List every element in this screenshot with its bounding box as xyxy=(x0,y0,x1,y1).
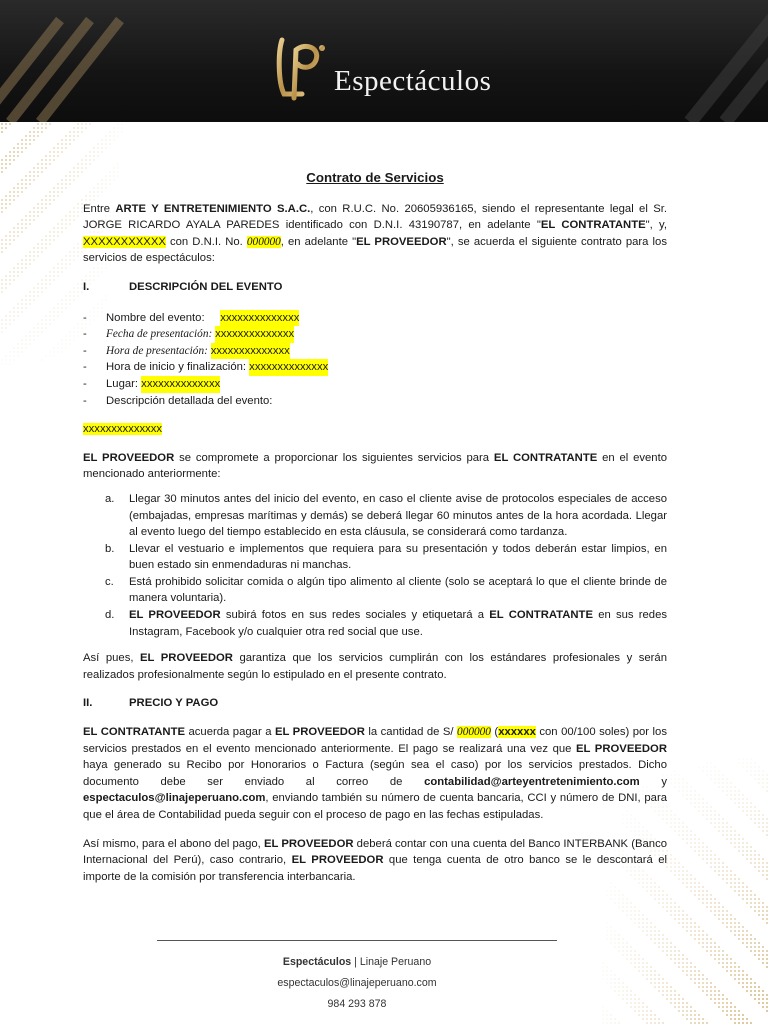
list-item: - Lugar: xxxxxxxxxxxxxx xyxy=(83,376,667,393)
amount-placeholder: 000000 xyxy=(457,726,491,739)
section-heading-payment: II. PRECIO Y PAGO xyxy=(83,697,219,710)
list-item: c. Está prohibido solicitar comida o algún tipo alimento al cliente (solo se aceptará lo que el cliente brinde de manera voluntaria). xyxy=(105,575,667,605)
description-value: xxxxxxxxxxxxxx xyxy=(83,423,163,436)
list-item: - Descripción detallada del evento: xyxy=(83,394,273,407)
provider-name-placeholder: XXXXXXXXXXX xyxy=(83,235,166,248)
footer-divider xyxy=(157,940,557,941)
list-item: - Hora de inicio y finalización: xxxxxxxxxxxxxx xyxy=(83,359,667,376)
page-footer xyxy=(157,952,557,1015)
footer-brand-line: Espectáculos | Linaje Peruano xyxy=(282,956,432,968)
page-header xyxy=(0,0,768,122)
list-item: a. Llegar 30 minutos antes del inicio del evento, en caso el cliente avise de protocolos especiales de acceso (embajadas, empresas marítimas y demás) se deberá llegar 60 minutos antes de la hora acordada. Llegar al evento luego del tiempo establecido en esta cláusula, se considerará como tardanza. xyxy=(105,492,667,539)
list-item: - Hora de presentación: xxxxxxxxxxxxxx xyxy=(83,343,667,360)
services-list xyxy=(83,491,667,640)
payment-paragraph: EL CONTRATANTE acuerda pagar a EL PROVEEDOR la cantidad de S/ 000000 (xxxxxx con 00/100 soles) por los servicios prestados en el evento mencionado anteriormente. El pago se realizará una vez que EL PROVEEDOR haya generado su Recibo por Honorarios o Factura (según sea el caso) por los servicios prestados. Dicho documento debe ser enviado al correo de contabilidad@arteyentretenimiento.com y espectaculos@linajeperuano.com, enviando también su número de cuenta bancaria, CCI y número de DNI, para que el área de Contabilidad pueda seguir con el proceso de pago en las fechas estipuladas. xyxy=(83,726,667,821)
amount-words-placeholder: xxxxxx xyxy=(498,726,536,739)
brand-logo xyxy=(272,24,491,104)
event-fields-list xyxy=(83,310,667,410)
intro-paragraph: Entre ARTE Y ENTRETENIMIENTO S.A.C., con R.U.C. No. 20605936165, siendo el representante legal el Sr. JORGE RICARDO AYALA PAREDES identificado con D.N.I. 43190787, en adelante "EL CONTRATANTE", y, XXXXXXXXXXX con D.N.I. No. 000000, en adelante "EL PROVEEDOR", se acuerda el siguiente contrato para los servicios de espectáculos: xyxy=(83,202,667,265)
accounting-email-link[interactable]: contabilidad@arteyentretenimiento.com xyxy=(424,775,640,788)
bank-paragraph: Así mismo, para el abono del pago, EL PROVEEDOR deberá contar con una cuenta del Banco INTERBANK (Banco Internacional del Perú), caso contrario, EL PROVEEDOR que tenga cuenta de otro banco se le descontará el importe de la comisión por transferencia interbancaria. xyxy=(83,837,668,883)
document-title: Contrato de Servicios xyxy=(306,170,444,185)
lp-monogram-icon xyxy=(272,32,328,104)
section-heading-event: I. DESCRIPCIÓN DEL EVENTO xyxy=(83,280,283,293)
brand-name: Espectáculos xyxy=(334,65,492,97)
contract-body xyxy=(83,170,667,885)
footer-email[interactable]: espectaculos@linajeperuano.com xyxy=(277,977,437,989)
shows-email-link[interactable]: espectaculos@linajeperuano.com xyxy=(83,792,266,805)
provider-dni-placeholder: 000000 xyxy=(246,235,281,248)
list-item: - Nombre del evento: xxxxxxxxxxxxxx xyxy=(83,310,667,327)
guarantee-paragraph: Así pues, EL PROVEEDOR garantiza que los servicios cumplirán con los estándares profesionales y serán realizados profesionalmente según lo estipulado en el presente contrato. xyxy=(83,652,667,681)
list-item: b. Llevar el vestuario e implementos que requiera para su presentación y todos deberán estar limpios, en buen estado sin enmendaduras ni manchas. xyxy=(105,542,667,572)
list-item: - Fecha de presentación: xxxxxxxxxxxxxx xyxy=(83,326,667,343)
list-item: d. EL PROVEEDOR subirá fotos en sus redes sociales y etiquetará a EL CONTRATANTE en sus redes Instagram, Facebook y/o cualquier otra red social que use. xyxy=(105,609,667,638)
footer-phone: 984 293 878 xyxy=(327,998,387,1010)
commitment-paragraph: EL PROVEEDOR se compromete a proporcionar los siguientes servicios para EL CONTRATANTE en el evento mencionado anteriormente: xyxy=(83,451,668,481)
